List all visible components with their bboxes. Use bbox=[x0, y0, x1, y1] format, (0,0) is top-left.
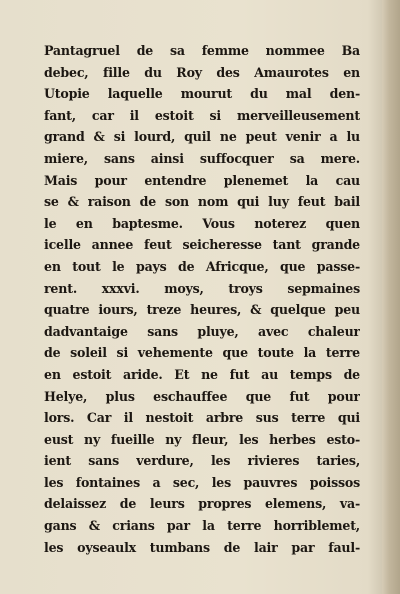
text-line: en estoit aride. Et ne fut au temps de bbox=[44, 366, 360, 382]
text-line: debec, fille du Roy des Amaurotes en bbox=[44, 64, 360, 80]
text-line: gans & crians par la terre horriblemet, bbox=[44, 518, 360, 534]
text-line: les fontaines a sec, les pauvres poissos bbox=[44, 474, 360, 490]
text-line: le en baptesme. Vous noterez quen bbox=[44, 215, 360, 231]
text-line: fant, car il estoit si merveilleusement bbox=[44, 107, 360, 123]
text-line: rent. xxxvi. moys, troys sepmaines bbox=[44, 280, 360, 296]
page-gutter bbox=[382, 0, 400, 594]
text-block bbox=[44, 40, 360, 558]
text-line: delaissez de leurs propres elemens, va- bbox=[44, 496, 360, 512]
text-line: de soleil si vehemente que toute la terre bbox=[44, 345, 360, 361]
text-line: Mais pour entendre plenemet la cau bbox=[44, 172, 360, 188]
text-line: ient sans verdure, les rivieres taries, bbox=[44, 453, 360, 469]
text-line: eust ny fueille ny fleur, les herbes esto- bbox=[44, 431, 360, 447]
text-line: lors. Car il nestoit arbre sus terre qui bbox=[44, 410, 360, 426]
text-line: miere, sans ainsi suffocquer sa mere. bbox=[44, 150, 360, 166]
text-line: en tout le pays de Africque, que passe- bbox=[44, 258, 360, 274]
text-line: se & raison de son nom qui luy feut bail bbox=[44, 194, 360, 210]
text-line: les oyseaulx tumbans de lair par faul- bbox=[44, 539, 360, 555]
text-line: Utopie laquelle mourut du mal den- bbox=[44, 86, 360, 102]
text-line: icelle annee feut seicheresse tant grande bbox=[44, 237, 360, 253]
text-line: Helye, plus eschauffee que fut pour bbox=[44, 388, 360, 404]
text-line: Pantagruel de sa femme nommee Ba bbox=[44, 43, 360, 58]
text-line: quatre iours, treze heures, & quelque peu bbox=[44, 302, 360, 318]
text-line: grand & si lourd, quil ne peut venir a lu bbox=[44, 129, 360, 145]
text-line: dadvantaige sans pluye, avec chaleur bbox=[44, 323, 360, 339]
